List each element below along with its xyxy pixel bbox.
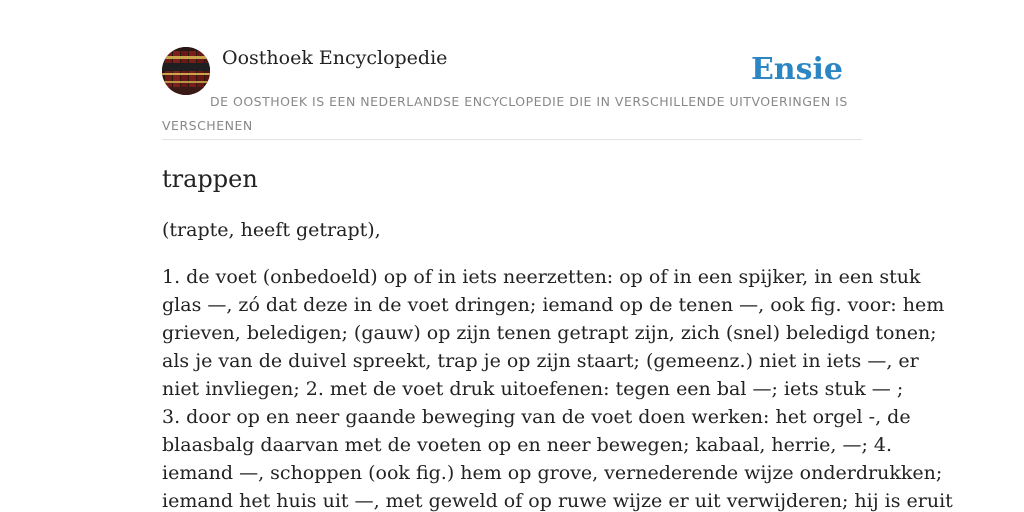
entry-grammar: (trapte, heeft getrapt), <box>162 219 381 241</box>
definition-line: grieven, beledigen; (gauw) op zijn tenen getrapt zijn, zich (snel) beledigd tonen; <box>162 322 937 344</box>
definition-line: blaasbalg daarvan met de voeten op en neer bewegen; kabaal, herrie, —; 4. <box>162 434 893 456</box>
definition-line: niet invliegen; 2. met de voet druk uitoefenen: tegen een bal —; iets stuk — ; <box>162 378 904 400</box>
site-tagline: DE OOSTHOEK IS EEN NEDERLANDSE ENCYCLOPEDIE DIE IN VERSCHILLENDE UITVOERINGEN IS VERSCHENEN <box>162 94 848 133</box>
definition-line: iemand het huis uit —, met geweld of op ruwe wijze er uit verwijderen; hij is eruit <box>162 490 953 512</box>
encyclopedia-books-icon[interactable] <box>162 47 210 95</box>
definition-line: 1. de voet (onbedoeld) op of in iets neerzetten: op of in een spijker, in een stuk <box>162 266 921 288</box>
definition-line: 3. door op en neer gaande beweging van de voet doen werken: het orgel -, de <box>162 406 911 428</box>
definition-line: als je van de duivel spreekt, trap je op zijn staart; (gemeenz.) niet in iets —, er <box>162 350 919 372</box>
entry-definition <box>162 263 953 512</box>
definition-line: glas —, zó dat deze in de voet dringen; iemand op de tenen —, ook fig. voor: hem <box>162 294 945 316</box>
brand-logo[interactable]: Ensie <box>750 52 843 87</box>
site-title[interactable]: Oosthoek Encyclopedie <box>222 47 448 69</box>
definition-line: iemand —, schoppen (ook fig.) hem op grove, vernederende wijze onderdrukken; <box>162 462 943 484</box>
site-header <box>162 46 862 140</box>
entry-title: trappen <box>162 165 258 193</box>
